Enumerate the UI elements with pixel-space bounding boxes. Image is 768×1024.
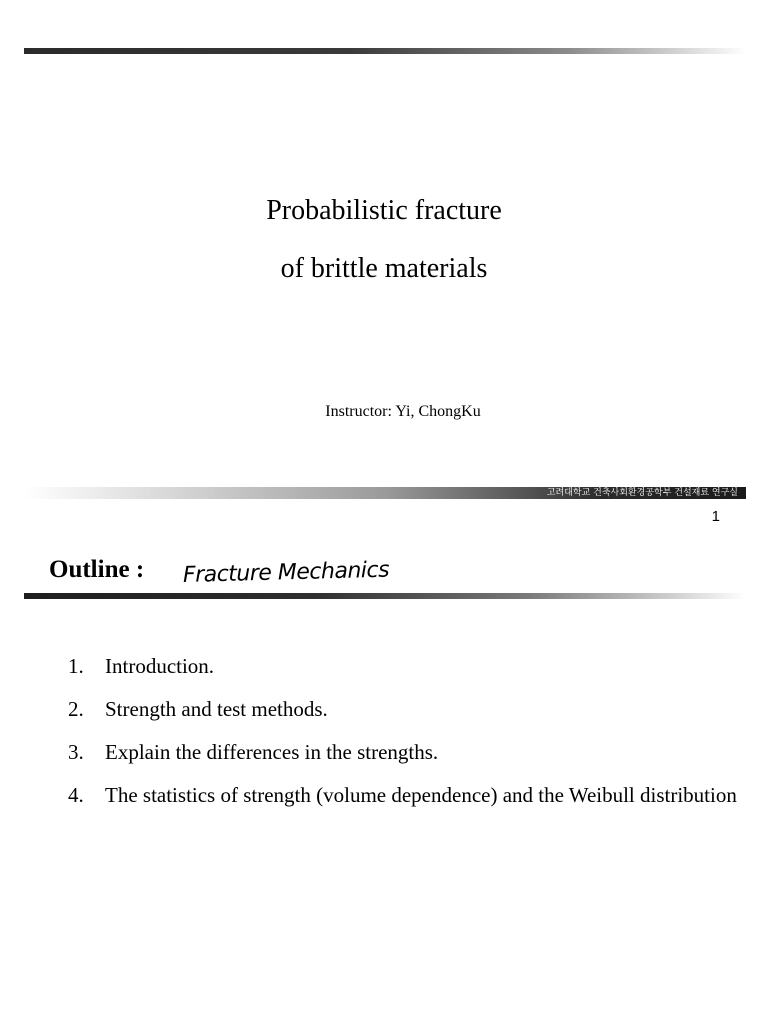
outline-divider <box>24 593 746 599</box>
outline-item-number: 3. <box>68 740 84 764</box>
outline-item-text: Introduction. <box>105 654 215 678</box>
outline-item <box>68 731 748 774</box>
footer-lab-name: 고려대학교 건축사회환경공학부 건설재료 연구실 <box>546 488 738 498</box>
outline-item-text: Explain the differences in the strengths. <box>105 740 439 764</box>
slide-title-line-1: Probabilistic fracture <box>266 195 502 226</box>
outline-heading: Outline : <box>49 556 145 583</box>
outline-item <box>68 688 748 731</box>
outline-list <box>68 645 748 817</box>
outline-item-number: 4. <box>68 783 84 807</box>
instructor-name: Instructor: Yi, ChongKu <box>325 403 481 420</box>
top-divider <box>24 48 746 54</box>
outline-item <box>68 645 748 688</box>
outline-item-number: 2. <box>68 697 84 721</box>
outline-item-text: The statistics of strength (volume dependence) and the Weibull distribution <box>105 783 737 807</box>
outline-item-number: 1. <box>68 654 84 678</box>
outline-item-text: Strength and test methods. <box>105 697 328 721</box>
slide-title-line-2: of brittle materials <box>280 253 488 284</box>
outline-item <box>68 774 748 817</box>
handwritten-annotation: Fracture Mechanics <box>182 557 390 588</box>
page-number: 1 <box>711 508 720 525</box>
